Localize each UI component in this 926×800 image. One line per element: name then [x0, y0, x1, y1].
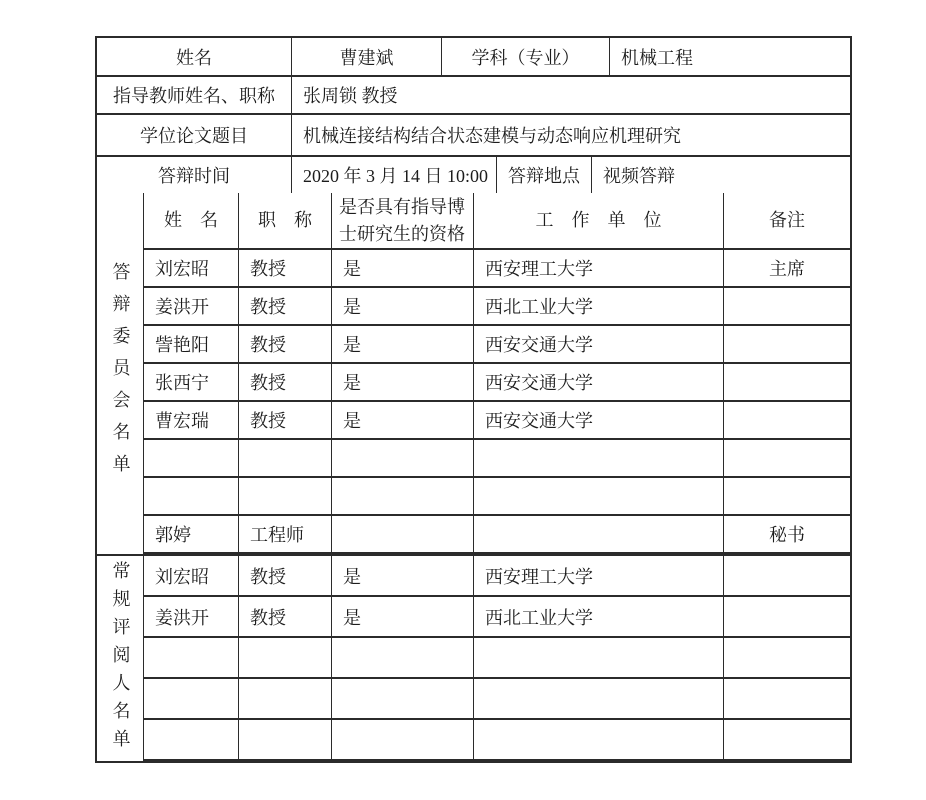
reviewer-workunit-cell [474, 638, 724, 677]
reviewers-side-label: 常规评阅人名单 [110, 560, 131, 757]
member-note-cell [724, 326, 850, 362]
reviewer-title-cell [239, 720, 332, 759]
reviewer-row [144, 556, 850, 597]
reviewer-row [144, 679, 850, 720]
defense-place-label: 答辩地点 [497, 157, 592, 193]
reviewer-note-cell [724, 556, 850, 595]
reviewer-title-cell: 教授 [239, 556, 332, 595]
member-name-cell [144, 440, 239, 476]
student-name-label: 姓名 [97, 38, 292, 75]
thesis-title-row [97, 115, 850, 157]
header-member-name: 姓 名 [144, 193, 239, 248]
member-name-cell [144, 478, 239, 514]
member-title-cell: 教授 [239, 402, 332, 438]
member-qualification-cell: 是 [332, 364, 474, 400]
member-workunit-cell: 西安交通大学 [474, 402, 724, 438]
committee-member-row [144, 364, 850, 402]
reviewer-qualification-cell [332, 720, 474, 759]
member-workunit-cell [474, 516, 724, 552]
member-name-cell: 訾艳阳 [144, 326, 239, 362]
header-member-qualification: 是否具有指导博士研究生的资格 [332, 193, 474, 248]
thesis-title-label: 学位论文题目 [97, 115, 292, 155]
student-info-table [97, 38, 850, 193]
reviewer-note-cell [724, 679, 850, 718]
reviewer-name-cell: 姜洪开 [144, 597, 239, 636]
reviewer-name-cell [144, 638, 239, 677]
reviewer-title-cell: 教授 [239, 597, 332, 636]
committee-member-row [144, 478, 850, 516]
member-workunit-cell [474, 440, 724, 476]
defense-time-label: 答辩时间 [97, 157, 292, 193]
reviewer-name-cell: 刘宏昭 [144, 556, 239, 595]
member-name-cell: 姜洪开 [144, 288, 239, 324]
committee-member-row [144, 250, 850, 288]
student-name-value: 曹建斌 [292, 38, 442, 75]
reviewer-title-cell [239, 638, 332, 677]
reviewers-section [97, 556, 850, 761]
member-title-cell: 教授 [239, 326, 332, 362]
reviewer-note-cell [724, 720, 850, 759]
reviewer-row [144, 597, 850, 638]
reviewer-note-cell [724, 597, 850, 636]
member-workunit-cell: 西安交通大学 [474, 326, 724, 362]
member-note-cell [724, 478, 850, 514]
reviewer-qualification-cell [332, 638, 474, 677]
member-name-cell: 刘宏昭 [144, 250, 239, 286]
reviewer-name-cell [144, 720, 239, 759]
student-name-row [97, 38, 850, 77]
committee-side-label: 答辩委员会名单 [110, 261, 131, 486]
reviewer-title-cell [239, 679, 332, 718]
reviewer-qualification-cell: 是 [332, 556, 474, 595]
reviewer-qualification-cell [332, 679, 474, 718]
member-workunit-cell [474, 478, 724, 514]
header-member-note: 备注 [769, 210, 805, 231]
member-qualification-cell [332, 516, 474, 552]
member-title-cell: 教授 [239, 250, 332, 286]
member-title-cell: 教授 [239, 364, 332, 400]
reviewer-qualification-cell: 是 [332, 597, 474, 636]
reviewers-table [144, 556, 850, 761]
member-qualification-cell [332, 478, 474, 514]
committee-member-row [144, 516, 850, 554]
reviewer-workunit-cell: 西安理工大学 [474, 556, 724, 595]
member-note-cell: 秘书 [769, 525, 805, 545]
defense-place-value: 视频答辩 [603, 166, 675, 186]
member-title-cell: 教授 [239, 288, 332, 324]
major-label: 学科（专业） [442, 38, 610, 75]
member-note-cell [724, 440, 850, 476]
defense-form [95, 36, 852, 763]
defense-time-value: 2020 年 3 月 14 日 10:00 [292, 157, 497, 193]
reviewer-workunit-cell [474, 720, 724, 759]
advisor-label: 指导教师姓名、职称 [97, 77, 292, 113]
thesis-title-value: 机械连接结构结合状态建模与动态响应机理研究 [303, 126, 681, 146]
member-title-cell [239, 440, 332, 476]
committee-member-row [144, 326, 850, 364]
member-workunit-cell: 西安理工大学 [474, 250, 724, 286]
reviewer-row [144, 720, 850, 761]
member-workunit-cell: 西北工业大学 [474, 288, 724, 324]
member-note-cell: 主席 [769, 259, 805, 279]
committee-member-row [144, 288, 850, 326]
member-qualification-cell: 是 [332, 250, 474, 286]
member-qualification-cell: 是 [332, 402, 474, 438]
committee-member-row [144, 440, 850, 478]
member-workunit-cell: 西安交通大学 [474, 364, 724, 400]
committee-header-row [144, 193, 850, 250]
member-title-cell: 工程师 [239, 516, 332, 552]
reviewers-side-label-cell [97, 556, 144, 761]
reviewer-workunit-cell: 西北工业大学 [474, 597, 724, 636]
member-note-cell [724, 288, 850, 324]
committee-section [97, 193, 850, 556]
member-name-cell: 曹宏瑞 [144, 402, 239, 438]
member-title-cell [239, 478, 332, 514]
advisor-row [97, 77, 850, 115]
member-name-cell: 郭婷 [144, 516, 239, 552]
member-note-cell [724, 364, 850, 400]
reviewer-name-cell [144, 679, 239, 718]
reviewer-note-cell [724, 638, 850, 677]
reviewer-row [144, 638, 850, 679]
reviewer-workunit-cell [474, 679, 724, 718]
member-qualification-cell: 是 [332, 326, 474, 362]
header-member-workunit: 工 作 单 位 [474, 193, 724, 248]
advisor-value: 张周锁 教授 [303, 86, 398, 106]
header-member-title: 职 称 [239, 193, 332, 248]
defense-time-row [97, 157, 850, 193]
member-name-cell: 张西宁 [144, 364, 239, 400]
member-note-cell [724, 402, 850, 438]
major-value: 机械工程 [621, 47, 693, 68]
member-qualification-cell [332, 440, 474, 476]
committee-side-label-cell [97, 193, 144, 554]
member-qualification-cell: 是 [332, 288, 474, 324]
committee-table [144, 193, 850, 554]
committee-member-row [144, 402, 850, 440]
